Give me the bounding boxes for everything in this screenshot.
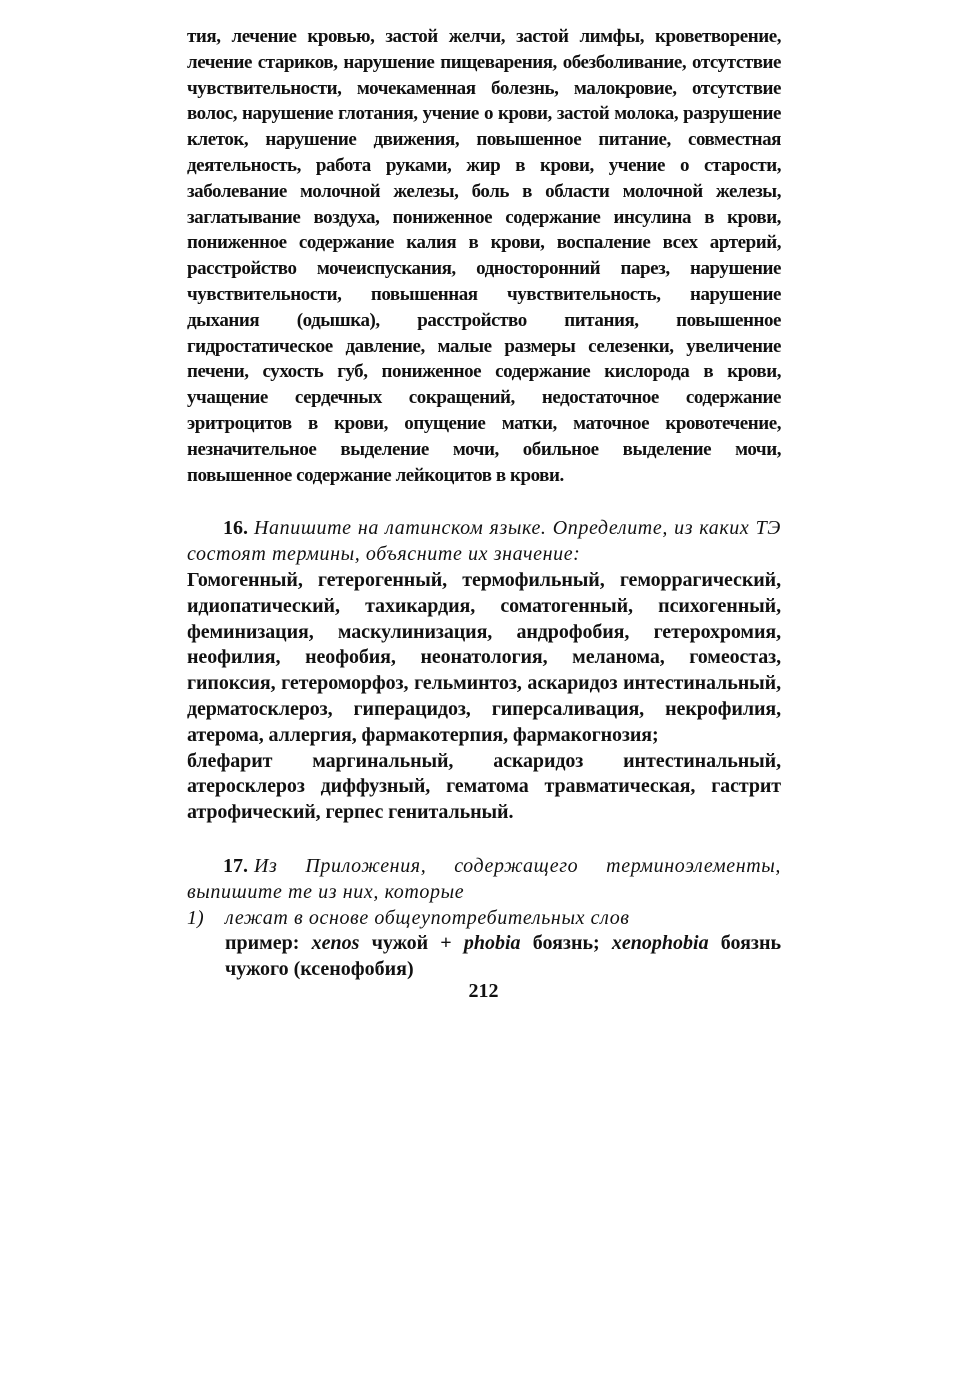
task-16-terms-list-1: Гомогенный, гетерогенный, термофильный, геморрагический, идиопатический, тахикардия, соматогенный, психогенный, феминизация, маскулинизация, андрофобия, гетерохромия, неофилия, неофобия, неонатология, меланома, гомеостаз, гипоксия, гетероморфоз, гельминтоз, аскаридоз интестинальный, дерматосклероз, гиперацидоз, гиперсаливация, некрофилия, атерома, аллергия, фармакотерпия, фармакогнозия; — [187, 568, 781, 746]
task-16-terms-list-2: блефарит маргинальный, аскаридоз интестинальный, атеросклероз диффузный, гематома травматическая, гастрит атрофический, герпес генитальный. — [187, 749, 781, 824]
example-prefix: пример: — [225, 932, 300, 955]
task-17-example — [187, 931, 781, 983]
task-17-heading — [187, 854, 781, 906]
example-gloss-1: чужой + — [371, 932, 452, 955]
example-gloss-3: боязнь чужого (ксенофобия) — [225, 932, 782, 981]
task-16-number: 16. — [223, 517, 248, 540]
example-gloss-2: боязнь; — [532, 932, 600, 955]
example-term-xenos: xenos — [311, 932, 360, 955]
continuation-paragraph: тия, лечение кровью, застой желчи, застой лимфы, кроветворение, лечение стариков, нарушение пищеварения, обезболивание, отсутствие чувствительности, мочекаменная болезнь, малокровие, отсутствие волос, нарушение глотания, учение о крови, застой молока, разрушение клеток, нарушение движения, повышенное питание, совместная деятельность, работа руками, жир в крови, учение о старости, заболевание молочной железы, боль в области молочной железы, заглатывание воздуха, пониженное содержание инсулина в крови, пониженное содержание калия в крови, воспаление всех артерий, расстройство мочеиспускания, односторонний парез, нарушение чувствительности, повышенная чувствительность, нарушение дыхания (одышка), расстройство питания, повышенное гидростатическое давление, малые размеры селезенки, увеличение печени, сухость губ, пониженное содержание кислорода в крови, учащение сердечных сокращений, недостаточное содержание эритроцитов в крови, опущение матки, маточное кровотечение, незначительное выделение мочи, обильное выделение мочи, повышенное содержание лейкоцитов в крови. — [187, 26, 781, 486]
task-16-instruction: Напишите на латинском языке. Определите, из каких ТЭ состоят термины, объясните их значение: — [187, 517, 781, 566]
task-16-heading — [187, 516, 781, 568]
task-16 — [187, 516, 781, 826]
task-17-item-1-text: лежат в основе общеупотребительных слов — [225, 906, 630, 929]
task-17-item-1 — [187, 906, 781, 932]
page-number: 212 — [468, 980, 499, 1002]
page-text-column — [187, 24, 781, 983]
task-17-instruction: Из Приложения, содержащего терминоэлементы, выпишите те из них, которые — [187, 854, 781, 903]
task-17-number: 17. — [223, 854, 248, 877]
example-term-xenophobia: xenophobia — [611, 932, 709, 955]
task-17 — [187, 854, 781, 983]
task-17-item-1-marker: 1) — [187, 906, 204, 929]
example-term-phobia: phobia — [463, 932, 521, 955]
